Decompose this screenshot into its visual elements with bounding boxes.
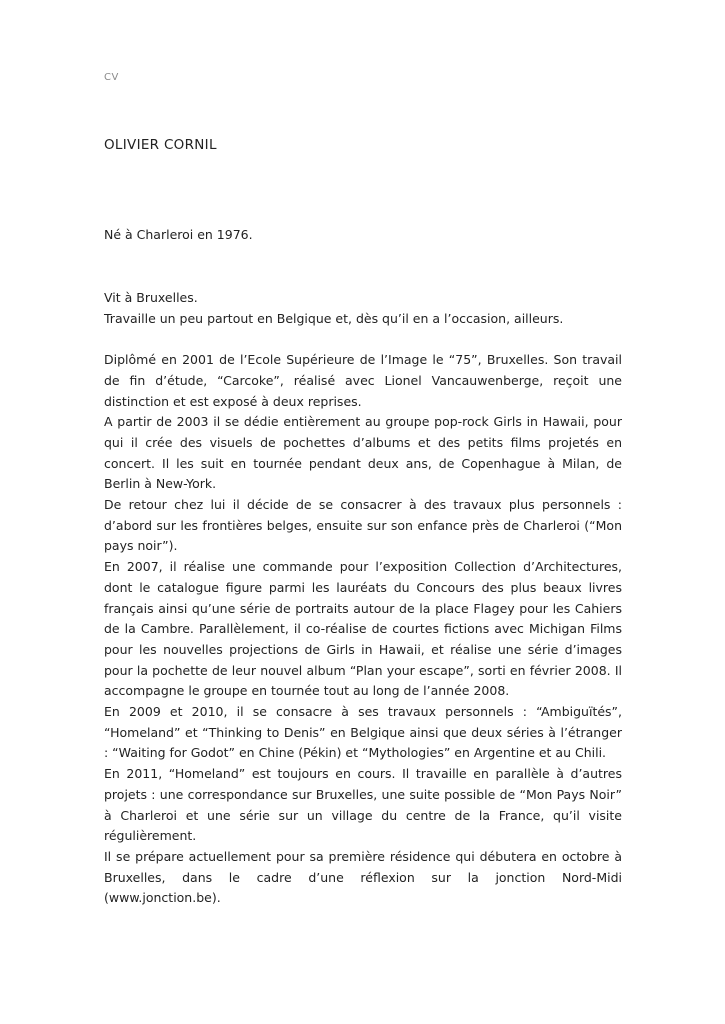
residence-line: Vit à Bruxelles. [104,290,198,305]
bio-paragraph: En 2011, “Homeland” est toujours en cours. Il travaille en parallèle à d’autres projets : une correspondance sur Bruxelles, une suite possible de “Mon Pays Noir” à Charleroi et une série sur un village du centre de la France, qu’il visite régulièrement. [104,766,622,844]
bio-paragraph: Il se prépare actuellement pour sa première résidence qui débutera en octobre à Bruxelles, dans le cadre d’une réflexion sur la jonction Nord-Midi (www.jonction.be). [104,848,622,906]
bio-paragraph: En 2009 et 2010, il se consacre à ses travaux personnels : “Ambiguïtés”, “Homeland” et “Thinking to Denis” en Belgique ainsi que deux séries à l’étranger : “Waiting for Godot” en Chine (Pékin) et “Mythologies” en Argentine et au Chili. [104,704,622,761]
paragraph-gap [104,329,622,350]
person-name: OLIVIER CORNIL [104,137,217,153]
biography [104,288,622,909]
birth-line: Né à Charleroi en 1976. [104,227,253,242]
work-location-line: Travaille un peu partout en Belgique et, dès qu’il en a l’occasion, ailleurs. [104,310,564,326]
bio-paragraph: En 2007, il réalise une commande pour l’exposition Collection d’Architectures, dont le catalogue figure parmi les lauréats du Concours des plus beaux livres français ainsi qu’une série de portraits autour de la place Flagey pour les Cahiers de la Cambre. Parallèlement, il co-réalise de courtes fictions avec Michigan Films pour les nouvelles projections de Girls in Hawaii, et réalise une série d’images pour la pochette de leur nouvel album “Plan your escape”, sorti en février 2008. Il accompagne le groupe en tournée tout au long de l’année 2008. [104,559,622,699]
bio-paragraph: A partir de 2003 il se dédie entièrement au groupe pop-rock Girls in Hawaii, pour qui il crée des visuels de pochettes d’albums et des petits films projetés en concert. Il les suit en tournée pendant deux ans, de Copenhague à Milan, de Berlin à New-York. [104,414,622,492]
bio-paragraph: Diplômé en 2001 de l’Ecole Supérieure de l’Image le “75”, Bruxelles. Son travail de fin d’étude, “Carcoke”, réalisé avec Lionel Vancauwenberge, reçoit une distinction et est exposé à deux reprises. [104,352,622,409]
bio-paragraph: De retour chez lui il décide de se consacrer à des travaux plus personnels : d’abord sur les frontières belges, ensuite sur son enfance près de Charleroi (“Mon pays noir”). [104,497,622,554]
section-label: CV [104,72,119,83]
